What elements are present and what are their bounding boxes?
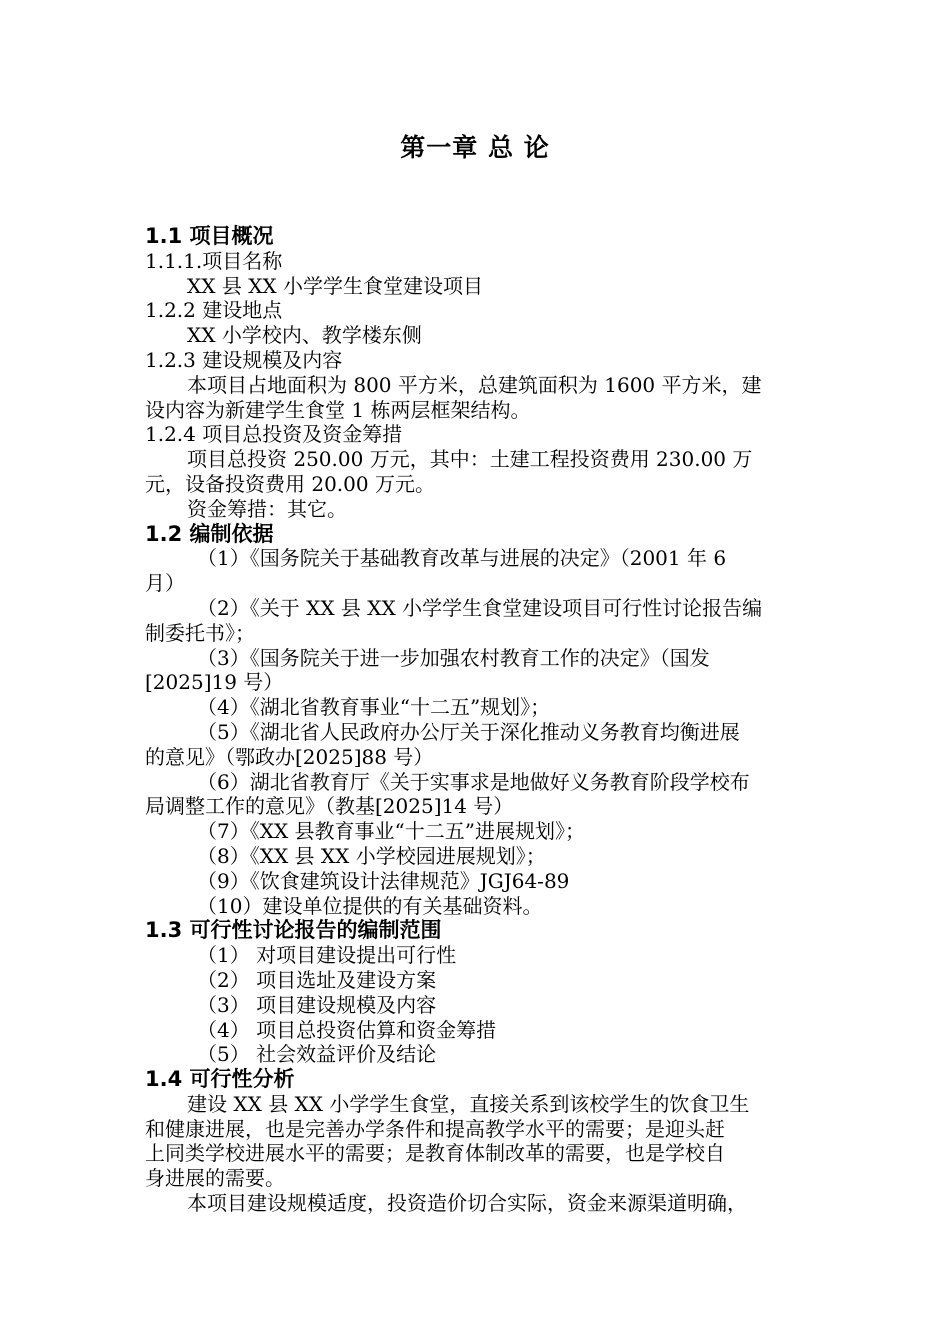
text-line: 身进展的需要。 — [145, 1166, 285, 1191]
text-line: 1.1.1.项目名称 — [145, 248, 283, 273]
text-line: 1.2.3 建设规模及内容 — [145, 347, 343, 372]
section-heading: 1.1 项目概况 — [145, 224, 274, 248]
text-line: （6）湖北省教育厅《关于实事求是地做好义务教育阶段学校布 — [197, 769, 750, 794]
text-line: 本项目占地面积为 800 平方米，总建筑面积为 1600 平方米，建 — [187, 372, 762, 397]
text-line: （4） 项目总投资估算和资金筹措 — [197, 1017, 497, 1042]
text-line: 设内容为新建学生食堂 1 栋两层框架结构。 — [145, 397, 531, 422]
text-line: 和健康进展，也是完善办学条件和提高教学水平的需要；是迎头赶 — [145, 1116, 725, 1141]
text-line: （2） 项目选址及建设方案 — [197, 967, 437, 992]
text-line: （5）《湖北省人民政府办公厅关于深化推动义务教育均衡进展 — [197, 719, 740, 744]
text-line: 1.2.4 项目总投资及资金筹措 — [145, 422, 403, 447]
text-line: 元，设备投资费用 20.00 万元。 — [145, 471, 435, 496]
text-line: 资金筹措：其它。 — [187, 496, 347, 521]
section-heading: 1.4 可行性分析 — [145, 1067, 295, 1092]
text-line: 建设 XX 县 XX 小学学生食堂，直接关系到该校学生的饮食卫生 — [187, 1091, 750, 1116]
text-line: 1.2.2 建设地点 — [145, 298, 283, 323]
document-body — [145, 224, 815, 1216]
text-line: （5） 社会效益评价及结论 — [197, 1042, 437, 1067]
text-line: （1） 对项目建设提出可行性 — [197, 943, 457, 968]
text-line: （8）《XX 县 XX 小学校园进展规划》； — [197, 843, 546, 868]
text-line: 月） — [145, 571, 185, 596]
text-line: 的意见》（鄂政办[2025]88 号） — [145, 744, 434, 769]
section-heading: 1.3 可行性讨论报告的编制范围 — [145, 918, 442, 943]
text-line: （10）建设单位提供的有关基础资料。 — [197, 893, 543, 918]
text-line: （3） 项目建设规模及内容 — [197, 992, 437, 1017]
text-line: （7）《XX 县教育事业“十二五”进展规划》； — [197, 819, 586, 844]
text-line: 局调整工作的意见》（教基[2025]14 号） — [145, 794, 514, 819]
text-line: 本项目建设规模适度，投资造价切合实际，资金来源渠道明确， — [187, 1191, 747, 1216]
text-line: （9）《饮食建筑设计法律规范》JGJ64-89 — [197, 868, 570, 893]
section-heading: 1.2 编制依据 — [145, 521, 274, 546]
text-line: （3）《国务院关于进一步加强农村教育工作的决定》（国发 — [197, 645, 710, 670]
text-line: 制委托书》； — [145, 620, 255, 645]
text-line: （1）《国务院关于基础教育改革与进展的决定》（2001 年 6 — [197, 546, 727, 571]
text-line: 上同类学校进展水平的需要；是教育体制改革的需要，也是学校自 — [145, 1141, 725, 1166]
text-line: （2）《关于 XX 县 XX 小学学生食堂建设项目可行性讨论报告编 — [197, 595, 763, 620]
text-line: 项目总投资 250.00 万元，其中：土建工程投资费用 230.00 万 — [187, 447, 753, 472]
text-line: [2025]19 号） — [145, 670, 284, 695]
text-line: XX 小学校内、教学楼东侧 — [187, 323, 422, 348]
text-line: （4）《湖北省教育事业“十二五”规划》； — [197, 695, 551, 720]
text-line: XX 县 XX 小学学生食堂建设项目 — [187, 273, 484, 298]
chapter-title: 第一章 总 论 — [400, 133, 550, 162]
